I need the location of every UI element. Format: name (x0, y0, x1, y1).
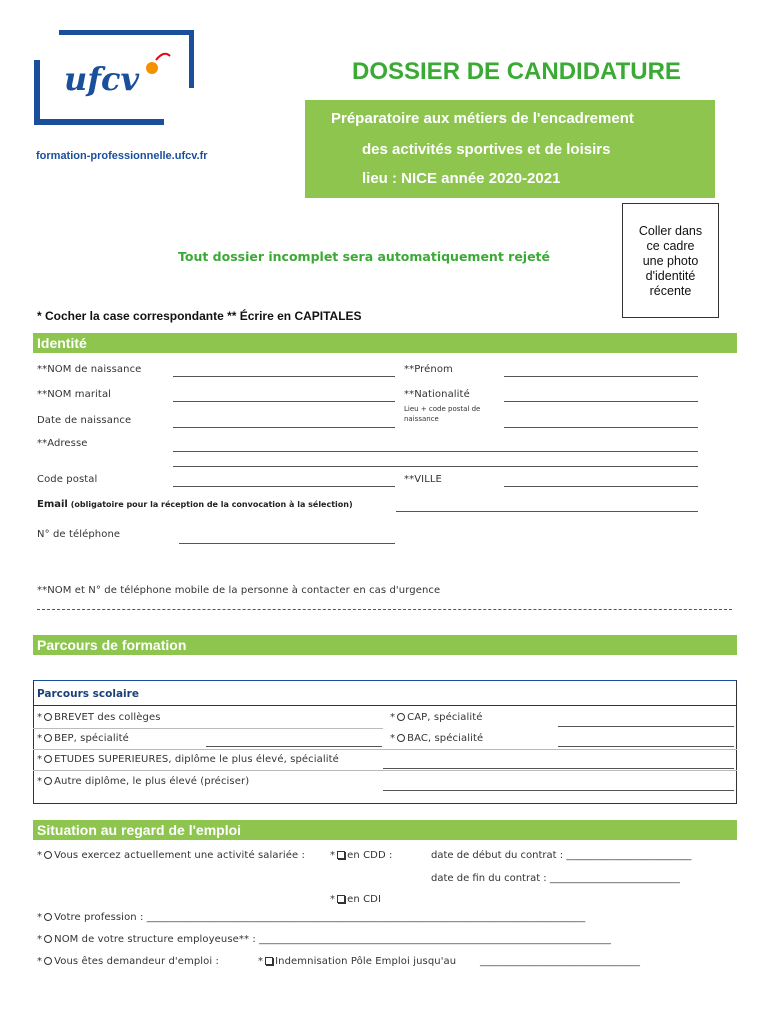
option-brevet[interactable]: * BREVET des collèges (37, 712, 161, 723)
telephone-field[interactable] (179, 543, 395, 544)
parcours-scolaire-title: Parcours scolaire (37, 688, 139, 700)
bac-label: BAC, spécialité (407, 733, 484, 744)
nom-naissance-field[interactable] (173, 376, 395, 377)
checkbox-icon[interactable] (337, 851, 345, 859)
label-urgence: **NOM et N° de téléphone mobile de la personne à contacter en cas d'urgence (37, 585, 441, 596)
logo-text: ufcv (64, 60, 140, 98)
autre-field[interactable] (383, 790, 734, 791)
email-field[interactable] (396, 511, 698, 512)
label-nom-marital: **NOM marital (37, 389, 112, 400)
cdi-label: en CDI (347, 894, 382, 905)
instructions: * Cocher la case correspondante ** Écrire en CAPITALES (37, 309, 362, 323)
option-cap[interactable]: * CAP, spécialité (390, 712, 483, 723)
label-nationalite: **Nationalité (404, 389, 470, 400)
website-link[interactable]: formation-professionnelle.ufcv.fr (36, 150, 208, 162)
radio-icon[interactable] (44, 777, 52, 785)
label-nom-naissance: **NOM de naissance (37, 364, 142, 375)
email-label-bold: Email (37, 499, 68, 510)
subtitle-line-3: lieu : NICE année 2020-2021 (362, 170, 561, 187)
divider (33, 770, 737, 771)
checkbox-icon[interactable] (265, 957, 273, 965)
nationalite-field[interactable] (504, 401, 698, 402)
checkbox-icon[interactable] (337, 895, 345, 903)
incomplete-warning: Tout dossier incomplet sera automatiquement rejeté (178, 249, 551, 264)
salariee-label: Vous exercez actuellement une activité salariée : (54, 850, 305, 861)
bep-field[interactable] (206, 746, 382, 747)
cap-label: CAP, spécialité (407, 712, 483, 723)
option-cdd[interactable]: * en CDD : (330, 850, 393, 861)
section-emploi: Situation au regard de l'emploi (33, 820, 737, 840)
label-adresse: **Adresse (37, 438, 88, 449)
option-salariee[interactable]: * Vous exercez actuellement une activité salariée : (37, 850, 305, 861)
radio-icon[interactable] (44, 957, 52, 965)
adresse-field-2[interactable] (173, 466, 698, 467)
date-debut-contrat[interactable]: date de début du contrat : _________________________ (431, 850, 692, 861)
option-profession[interactable]: * Votre profession : ______________________________________________________________________________________ (37, 912, 586, 923)
demandeur-label: Vous êtes demandeur d'emploi : (54, 956, 220, 967)
photo-box-line: Coller dans (638, 224, 703, 238)
structure-label: NOM de votre structure employeuse** : _____________________________________________________________________ (54, 934, 612, 945)
ville-field[interactable] (504, 486, 698, 487)
radio-icon[interactable] (44, 913, 52, 921)
option-demandeur[interactable]: * Vous êtes demandeur d'emploi : (37, 956, 220, 967)
section-parcours: Parcours de formation (33, 635, 737, 655)
subtitle-line-2: des activités sportives et de loisirs (362, 141, 611, 158)
cdd-label: en CDD : (347, 850, 393, 861)
option-indemnisation[interactable]: * Indemnisation Pôle Emploi jusqu'au (258, 956, 457, 967)
label-date-naissance: Date de naissance (37, 415, 132, 426)
option-etudes[interactable]: * ETUDES SUPERIEURES, diplôme le plus élevé, spécialité (37, 754, 339, 765)
divider (33, 705, 737, 706)
option-structure[interactable]: * NOM de votre structure employeuse** : _____________________________________________________________________ (37, 934, 612, 945)
photo-box-line: une photo (642, 254, 699, 268)
code-postal-field[interactable] (173, 486, 395, 487)
ufcv-logo (34, 30, 194, 125)
autre-label: Autre diplôme, le plus élevé (préciser) (54, 776, 250, 787)
urgence-field[interactable] (37, 609, 732, 610)
label-code-postal: Code postal (37, 474, 98, 485)
option-bac[interactable]: * BAC, spécialité (390, 733, 484, 744)
bac-field[interactable] (558, 746, 734, 747)
photo-box (622, 203, 719, 318)
radio-icon[interactable] (44, 851, 52, 859)
radio-icon[interactable] (44, 713, 52, 721)
lieu-naissance-field[interactable] (504, 427, 698, 428)
radio-icon[interactable] (44, 935, 52, 943)
nom-marital-field[interactable] (173, 401, 395, 402)
label-ville: **VILLE (404, 474, 442, 485)
divider (33, 749, 737, 750)
label-email (37, 499, 353, 510)
lieu-line-2: naissance (404, 415, 439, 423)
etudes-field[interactable] (383, 768, 734, 769)
indemnisation-field[interactable]: ________________________________ (480, 956, 640, 967)
etudes-label: ETUDES SUPERIEURES, diplôme le plus élevé, spécialité (54, 754, 339, 765)
email-note: (obligatoire pour la réception de la convocation à la sélection) (70, 500, 353, 509)
divider (33, 803, 737, 804)
section-identite: Identité (33, 333, 737, 353)
radio-icon[interactable] (397, 734, 405, 742)
option-autre[interactable]: * Autre diplôme, le plus élevé (préciser) (37, 776, 250, 787)
radio-icon[interactable] (44, 755, 52, 763)
option-bep[interactable]: * BEP, spécialité (37, 733, 129, 744)
adresse-field-1[interactable] (173, 451, 698, 452)
label-prenom: **Prénom (404, 364, 453, 375)
page-title: DOSSIER DE CANDIDATURE (352, 58, 681, 85)
radio-icon[interactable] (397, 713, 405, 721)
option-cdi[interactable]: * en CDI (330, 894, 382, 905)
photo-box-line: ce cadre (646, 239, 695, 253)
profession-label: Votre profession : ______________________________________________________________________________________ (54, 912, 586, 923)
prenom-field[interactable] (504, 376, 698, 377)
label-telephone: N° de téléphone (37, 529, 121, 540)
label-lieu-naissance (404, 404, 480, 424)
photo-box-line: récente (649, 284, 692, 298)
date-fin-contrat[interactable]: date de fin du contrat : __________________________ (431, 873, 680, 884)
divider (33, 728, 383, 729)
lieu-line-1: Lieu + code postal de (404, 405, 481, 413)
bep-label: BEP, spécialité (54, 733, 129, 744)
photo-box-line: d'identité (645, 269, 696, 283)
subtitle-line-1: Préparatoire aux métiers de l'encadrement (331, 110, 634, 127)
brevet-label: BREVET des collèges (54, 712, 161, 723)
date-naissance-field[interactable] (173, 427, 395, 428)
radio-icon[interactable] (44, 734, 52, 742)
indemnisation-label: Indemnisation Pôle Emploi jusqu'au (275, 956, 457, 967)
cap-field[interactable] (558, 726, 734, 727)
